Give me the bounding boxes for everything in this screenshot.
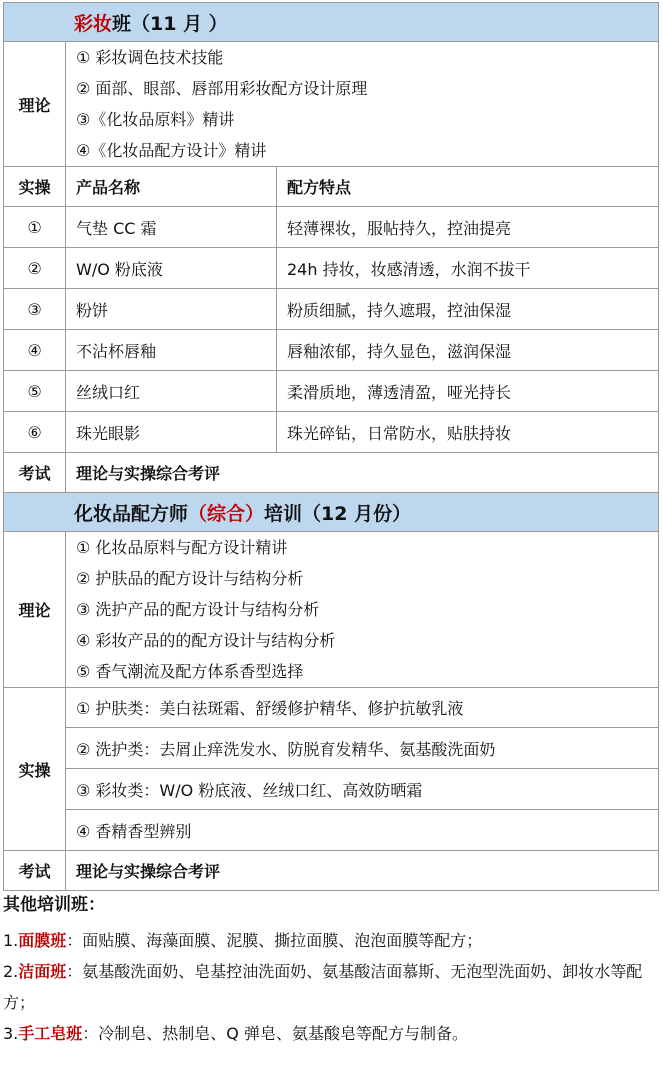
product-feature: 柔滑质地，薄透清盈，哑光持长 — [277, 371, 659, 412]
formulator-title-highlight: （综合） — [188, 502, 265, 525]
course-name: 手工皂班 — [18, 1024, 83, 1043]
product-feature: 轻薄裸妆，服帖持久，控油提亮 — [277, 207, 659, 248]
course-desc: ：氨基酸洗面奶、皂基控油洗面奶、氨基酸洁面慕斯、无泡型洗面奶、卸妆水等配方； — [3, 962, 643, 1012]
product-name: W/O 粉底液 — [66, 248, 277, 289]
table-row — [4, 289, 659, 330]
course-desc: ：面贴膜、海藻面膜、泥膜、撕拉面膜、泡泡面膜等配方； — [66, 931, 483, 950]
other-course-item — [3, 956, 643, 1018]
table-row — [4, 330, 659, 371]
makeup-exam-label: 考试 — [4, 453, 66, 493]
product-feature: 24h 持妆，妆感清透，水润不拔干 — [277, 248, 659, 289]
row-number: ③ — [4, 289, 66, 330]
course-name: 洁面班 — [18, 962, 67, 981]
formulator-course-header — [4, 493, 659, 532]
product-feature: 粉质细腻，持久遮瑕，控油保湿 — [277, 289, 659, 330]
table-row — [4, 207, 659, 248]
column-header-product: 产品名称 — [66, 167, 277, 207]
practice-item: ② 洗护类：去屑止痒洗发水、防脱育发精华、氨基酸洗面奶 — [66, 728, 659, 769]
list-item: ② 面部、眼部、唇部用彩妆配方设计原理 — [76, 79, 368, 98]
other-courses — [3, 890, 643, 1049]
item-number: 3. — [3, 1024, 19, 1043]
item-number: 2. — [3, 962, 19, 981]
makeup-theory-list — [66, 42, 659, 167]
makeup-exam-text: 理论与实操综合考评 — [66, 453, 659, 493]
course-document — [3, 2, 658, 891]
formulator-theory-label: 理论 — [4, 532, 66, 688]
list-item: ④《化妆品配方设计》精讲 — [76, 141, 267, 160]
makeup-title-rest: 班（11 月 ） — [112, 12, 228, 35]
row-number: ⑤ — [4, 371, 66, 412]
formulator-theory-list — [66, 532, 659, 688]
row-number: ② — [4, 248, 66, 289]
column-header-feature: 配方特点 — [277, 167, 659, 207]
row-number: ⑥ — [4, 412, 66, 453]
table-row — [4, 412, 659, 453]
list-item: ③《化妆品原料》精讲 — [76, 110, 235, 129]
product-name: 珠光眼影 — [66, 412, 277, 453]
makeup-theory-label: 理论 — [4, 42, 66, 167]
formulator-exam-text: 理论与实操综合考评 — [66, 851, 659, 891]
product-name: 丝绒口红 — [66, 371, 277, 412]
formulator-practice-label: 实操 — [4, 688, 66, 851]
formulator-exam-label: 考试 — [4, 851, 66, 891]
row-number: ④ — [4, 330, 66, 371]
formulator-title-rest: 培训（12 月份） — [264, 502, 412, 525]
makeup-course-header — [4, 3, 659, 42]
other-course-item — [3, 925, 643, 956]
table-row — [4, 248, 659, 289]
item-number: 1. — [3, 931, 19, 950]
row-number: ① — [4, 207, 66, 248]
list-item: ⑤ 香气潮流及配方体系香型选择 — [76, 662, 304, 681]
makeup-title-highlight: 彩妆 — [74, 12, 113, 35]
formulator-title-main: 化妆品配方师 — [74, 502, 189, 525]
product-name: 不沾杯唇釉 — [66, 330, 277, 371]
product-name: 粉饼 — [66, 289, 277, 330]
list-item: ② 护肤品的配方设计与结构分析 — [76, 569, 304, 588]
list-item: ① 彩妆调色技术技能 — [76, 48, 224, 67]
practice-item: ③ 彩妆类：W/O 粉底液、丝绒口红、高效防晒霜 — [66, 769, 659, 810]
course-name: 面膜班 — [18, 931, 67, 950]
list-item: ① 化妆品原料与配方设计精讲 — [76, 538, 288, 557]
product-feature: 珠光碎钻，日常防水，贴肤持妆 — [277, 412, 659, 453]
list-item: ③ 洗护产品的配方设计与结构分析 — [76, 600, 320, 619]
product-feature: 唇釉浓郁，持久显色，滋润保湿 — [277, 330, 659, 371]
product-name: 气垫 CC 霜 — [66, 207, 277, 248]
other-courses-title: 其他培训班： — [3, 895, 105, 915]
other-course-item — [3, 1018, 643, 1049]
table-row — [4, 371, 659, 412]
course-desc: ：冷制皂、热制皂、Q 弹皂、氨基酸皂等配方与制备。 — [82, 1024, 468, 1043]
makeup-practice-label: 实操 — [4, 167, 66, 207]
practice-item: ① 护肤类：美白祛斑霜、舒缓修护精华、修护抗敏乳液 — [66, 688, 659, 728]
list-item: ④ 彩妆产品的的配方设计与结构分析 — [76, 631, 336, 650]
makeup-course-table — [3, 2, 659, 891]
practice-item: ④ 香精香型辨别 — [66, 810, 659, 851]
